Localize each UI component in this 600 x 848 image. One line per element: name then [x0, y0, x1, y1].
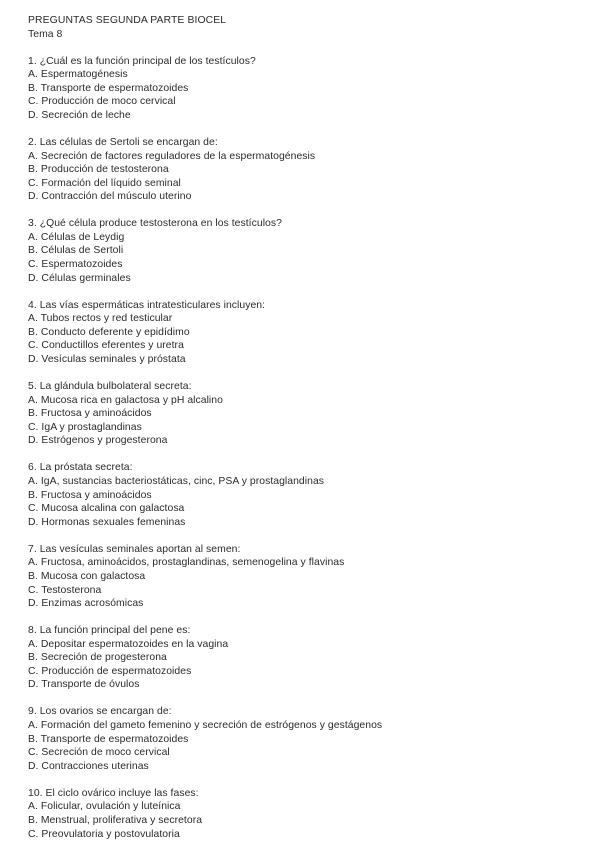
question-block	[28, 787, 588, 841]
answer-option: D. Contracciones uterinas	[28, 760, 149, 772]
answer-option: B. Fructosa y aminoácidos	[28, 489, 152, 501]
question-text: 2. Las células de Sertoli se encargan de:	[28, 136, 218, 148]
question-block	[28, 624, 588, 692]
question-text: 3. ¿Qué célula produce testosterona en los testículos?	[28, 218, 282, 230]
answer-option: C. Testosterona	[28, 584, 102, 596]
answer-option: B. Secreción de progesterona	[28, 652, 167, 664]
answer-option: D. Contracción del músculo uterino	[28, 191, 192, 203]
answer-option: B. Mucosa con galactosa	[28, 570, 146, 582]
answer-option: A. Células de Leydig	[28, 231, 125, 243]
answer-option: A. Depositar espermatozoides en la vagina	[28, 638, 229, 650]
question-text: 4. Las vías espermáticas intratesticulares incluyen:	[28, 299, 266, 311]
answer-option: C. Conductillos eferentes y uretra	[28, 340, 184, 352]
question-text: 1. ¿Cuál es la función principal de los testículos?	[28, 55, 256, 67]
question-block	[28, 136, 588, 204]
answer-option: B. Transporte de espermatozoides	[28, 82, 189, 94]
question-block	[28, 299, 588, 367]
question-block	[28, 543, 588, 611]
question-text: 7. Las vesículas seminales aportan al semen:	[28, 543, 241, 555]
question-text: 9. Los ovarios se encargan de:	[28, 706, 172, 718]
question-text: 8. La función principal del pene es:	[28, 625, 191, 637]
answer-option: A. Formación del gameto femenino y secreción de estrógenos y gestágenos	[28, 720, 383, 732]
answer-option: A. Tubos rectos y red testicular	[28, 313, 173, 325]
answer-option: D. Estrógenos y progesterona	[28, 435, 168, 447]
document-page	[28, 14, 588, 841]
answer-option: D. Transporte de óvulos	[28, 679, 140, 691]
document-title: PREGUNTAS SEGUNDA PARTE BIOCEL	[28, 15, 227, 26]
answer-option: C. Secreción de moco cervical	[28, 747, 170, 759]
document-subtitle: Tema 8	[28, 28, 63, 40]
answer-option: C. Espermatozoides	[28, 259, 123, 271]
answer-option: D. Células germinales	[28, 272, 131, 284]
answer-option: D. Hormonas sexuales femeninas	[28, 516, 186, 528]
answer-option: D. Vesículas seminales y próstata	[28, 354, 186, 366]
answer-option: C. IgA y prostaglandinas	[28, 421, 142, 433]
answer-option: D. Secreción de leche	[28, 109, 131, 121]
answer-option: C. Producción de espermatozoides	[28, 665, 192, 677]
answer-option: A. IgA, sustancias bacteriostáticas, cinc, PSA y prostaglandinas	[28, 475, 325, 487]
answer-option: C. Formación del líquido seminal	[28, 177, 181, 189]
answer-option: B. Fructosa y aminoácidos	[28, 408, 152, 420]
question-text: 6. La próstata secreta:	[28, 462, 133, 474]
answer-option: A. Secreción de factores reguladores de la espermatogénesis	[28, 150, 316, 162]
question-block	[28, 461, 588, 529]
answer-option: B. Producción de testosterona	[28, 164, 169, 176]
answer-option: A. Folicular, ovulación y luteínica	[28, 801, 181, 813]
answer-option: D. Enzimas acrosómicas	[28, 598, 144, 610]
answer-option: B. Transporte de espermatozoides	[28, 733, 189, 745]
answer-option: B. Menstrual, proliferativa y secretora	[28, 815, 203, 826]
answer-option: A. Fructosa, aminoácidos, prostaglandinas, semenogelina y flavinas	[28, 557, 345, 569]
answer-option: C. Producción de moco cervical	[28, 96, 176, 108]
answer-option: A. Mucosa rica en galactosa y pH alcalino	[28, 394, 223, 406]
question-block	[28, 705, 588, 773]
document-header	[28, 14, 588, 41]
question-block	[28, 217, 588, 285]
question-text: 10. El ciclo ovárico incluye las fases:	[28, 787, 199, 799]
answer-option: B. Células de Sertoli	[28, 245, 124, 257]
question-block	[28, 380, 588, 448]
answer-option: A. Espermatogénesis	[28, 69, 128, 81]
answer-option: C. Preovulatoria y postovulatoria	[28, 828, 180, 840]
question-block	[28, 55, 588, 123]
question-text: 5. La glándula bulbolateral secreta:	[28, 381, 192, 393]
answer-option: B. Conducto deferente y epidídimo	[28, 326, 190, 338]
answer-option: C. Mucosa alcalina con galactosa	[28, 503, 185, 515]
